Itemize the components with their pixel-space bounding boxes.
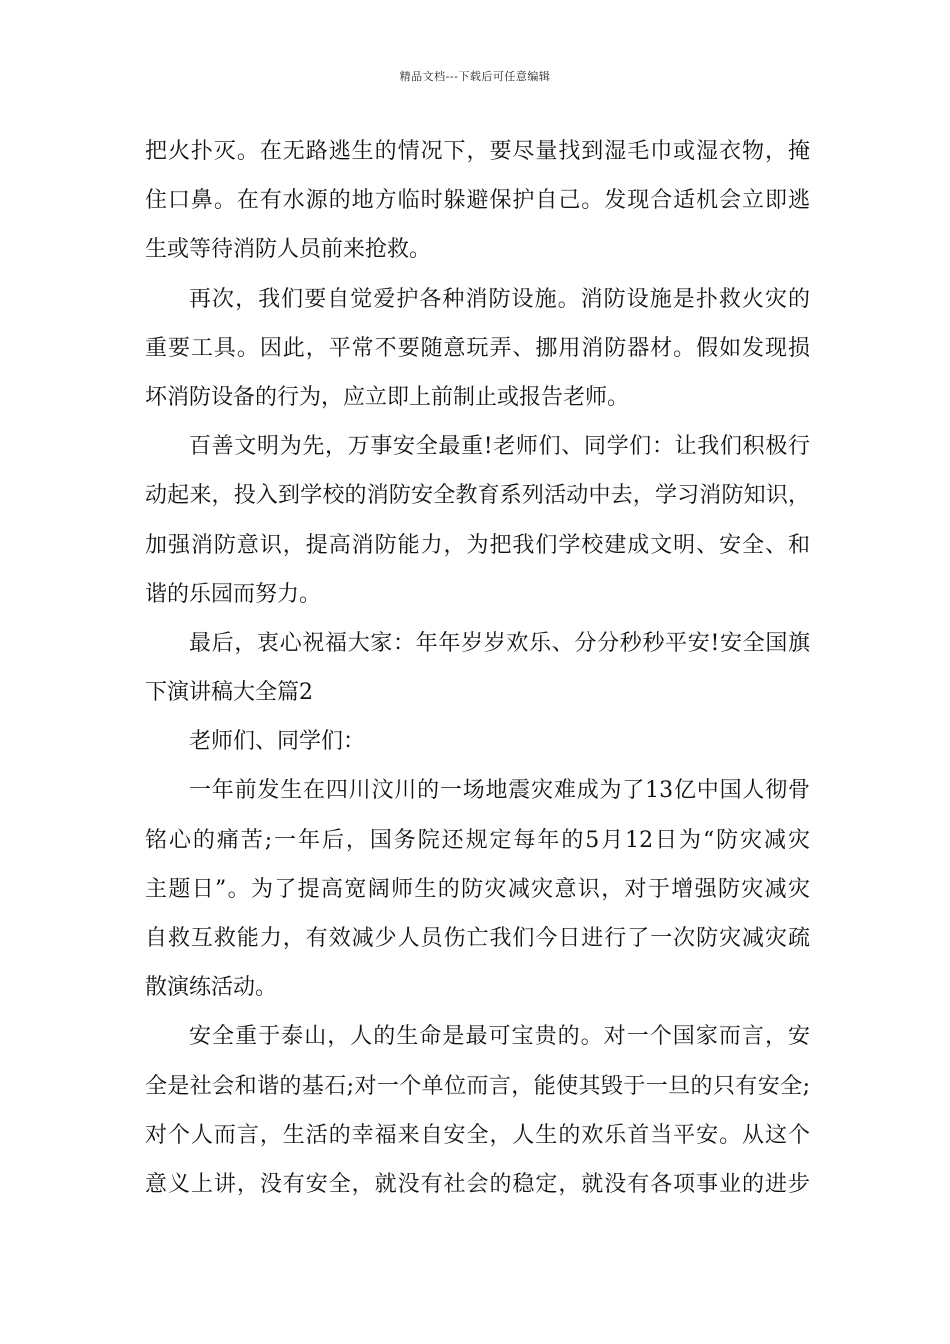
text-line: 再次，我们要自觉爱护各种消防设施。消防设施是扑救火灾的: [189, 286, 810, 312]
text-line: 把火扑灭。在无路逃生的情况下，要尽量找到湿毛巾或湿衣物，掩: [145, 139, 810, 164]
text-line: 坏消防设备的行为，应立即上前制止或报告老师。: [145, 384, 630, 410]
text-line: 加强消防意识，提高消防能力，为把我们学校建成文明、安全、和: [145, 532, 810, 558]
document-body: [145, 127, 810, 1209]
text-line: 百善文明为先，万事安全最重!老师们、同学们：让我们积极行: [189, 434, 810, 460]
text-line: 重要工具。因此，平常不要随意玩弄、挪用消防器材。假如发现损: [145, 335, 810, 361]
text-line: 住口鼻。在有水源的地方临时躲避保护自己。发现合适机会立即逃: [145, 188, 810, 214]
text-line: 一年前发生在四川汶川的一场地震灾难成为了13亿中国人彻骨: [189, 778, 810, 804]
text-line: 对个人而言，生活的幸福来自安全，人生的欢乐首当平安。从这个: [145, 1122, 810, 1148]
text-line: 全是社会和谐的基石;对一个单位而言，能使其毁于一旦的只有安全;: [145, 1073, 810, 1099]
text-line: 散演练活动。: [145, 975, 278, 1001]
text-line: 铭心的痛苦;一年后，国务院还规定每年的5月12日为“防灾减灾: [145, 827, 810, 853]
text-line: 谐的乐园而努力。: [145, 581, 322, 607]
text-line: 主题日”。为了提高宽阔师生的防灾减灾意识，对于增强防灾减灾: [145, 876, 810, 902]
text-line: 动起来，投入到学校的消防安全教育系列活动中去，学习消防知识，: [145, 483, 810, 509]
text-line: 意义上讲，没有安全，就没有社会的稳定，就没有各项事业的进步: [145, 1171, 810, 1197]
text-line: 安全重于泰山，人的生命是最可宝贵的。对一个国家而言，安: [189, 1024, 810, 1050]
text-line: 下演讲稿大全篇2: [145, 680, 313, 706]
text-line: 老师们、同学们：: [189, 729, 366, 755]
text-line: 自救互救能力，有效减少人员伤亡我们今日进行了一次防灾减灾疏: [145, 926, 810, 951]
page-header: 精品文档---下载后可任意编辑: [399, 70, 551, 83]
text-line: 生或等待消防人员前来抢救。: [145, 237, 432, 263]
text-line: 最后，衷心祝福大家：年年岁岁欢乐、分分秒秒平安!安全国旗: [189, 630, 810, 656]
